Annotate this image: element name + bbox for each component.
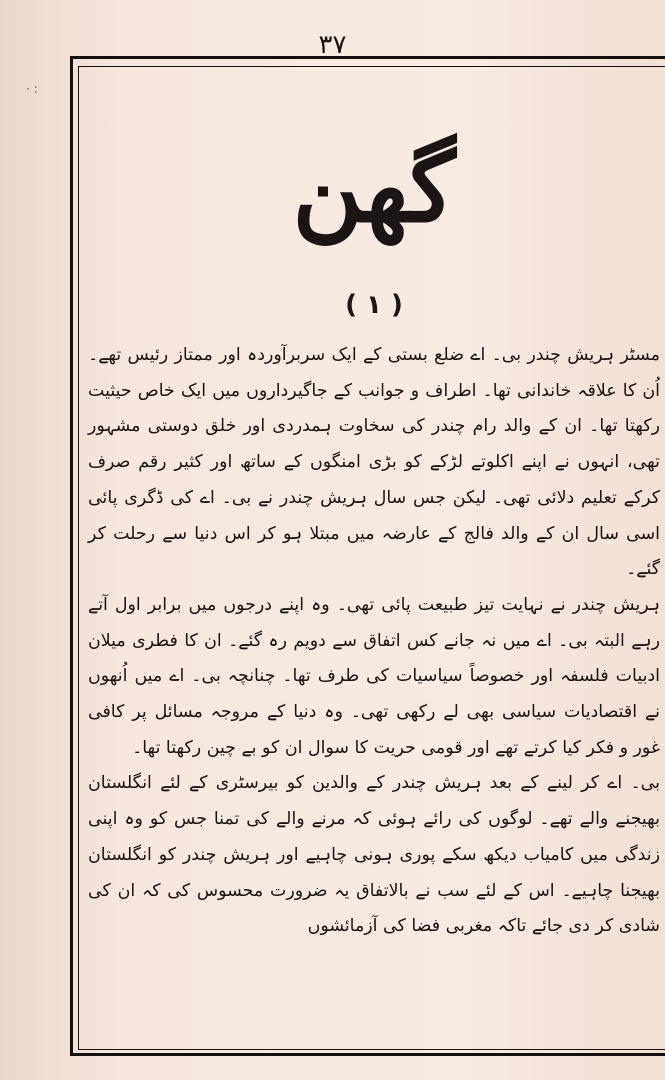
paragraph-2: ہریش چندر نے نہایت تیز طبیعت پائی تھی۔ وہ اپنے درجوں میں برابر اول آتے رہے البتہ بی۔ اے میں نہ جانے کس اتفاق سے دویم رہ گئے۔ ان کا فطری میلان ادبیات فلسفہ اور خصوصاً سیاسیات کی طرف تھا۔ چنانچہ بی۔ اے میں اُنھوں نے اقتصادیات سیاسی بھی لے رکھی تھی۔ وہ دنیا کے مروجہ مسائل پر کافی غور و فکر کیا کرتے تھے اور قومی حریت کا سوال ان کو بے چین رکھتا تھا۔ [88, 594, 660, 758]
body-text [88, 338, 660, 945]
margin-mark: · : [26, 82, 38, 96]
paragraph-3: بی۔ اے کر لینے کے بعد ہریش چندر کے والدین کو بیرسٹری کے لئے انگلستان بھیجنے والے تھے۔ لوگوں کی رائے ہوئی کہ مرنے والے کی تمنا جس کو وہ اپنی زندگی میں کامیاب دیکھ سکے پوری ہونی چاہیے اور ہریش چندر کو انگلستان بھیجنا چاہیے۔ اس کے لئے سب نے بالاتفاق یہ ضرورت محسوس کی کہ ان کی شادی کر دی جائے تاکہ مغربی فضا کی آزمائشوں [88, 773, 660, 937]
page-content [88, 80, 660, 1040]
paragraph-1: مسٹر ہریش چندر بی۔ اے ضلع بستی کے ایک سربرآوردہ اور ممتاز رئیس تھے۔ اُن کا علاقہ خاندانی تھا۔ اطراف و جوانب کے جاگیرداروں میں ایک خاص حیثیت رکھتا تھا۔ ان کے والد رام چندر کی سخاوت ہمدردی اور خلق دوستی مشہور تھی، انہوں نے اپنے اکلوتے لڑکے کو بڑی امنگوں کے ساتھ اور کثیر رقم صرف کرکے تعلیم دلائی تھی۔ لیکن جس سال ہریش چندر نے بی۔ اے کی ڈگری پائی اسی سال ان کے والد فالج کے عارضہ میں مبتلا ہو کر اس دنیا سے رحلت کر گئے۔ [88, 345, 660, 580]
page-number: ۳۷ [318, 30, 347, 60]
chapter-title: گھن [292, 131, 456, 244]
section-number: ( ۱ ) [345, 290, 403, 320]
